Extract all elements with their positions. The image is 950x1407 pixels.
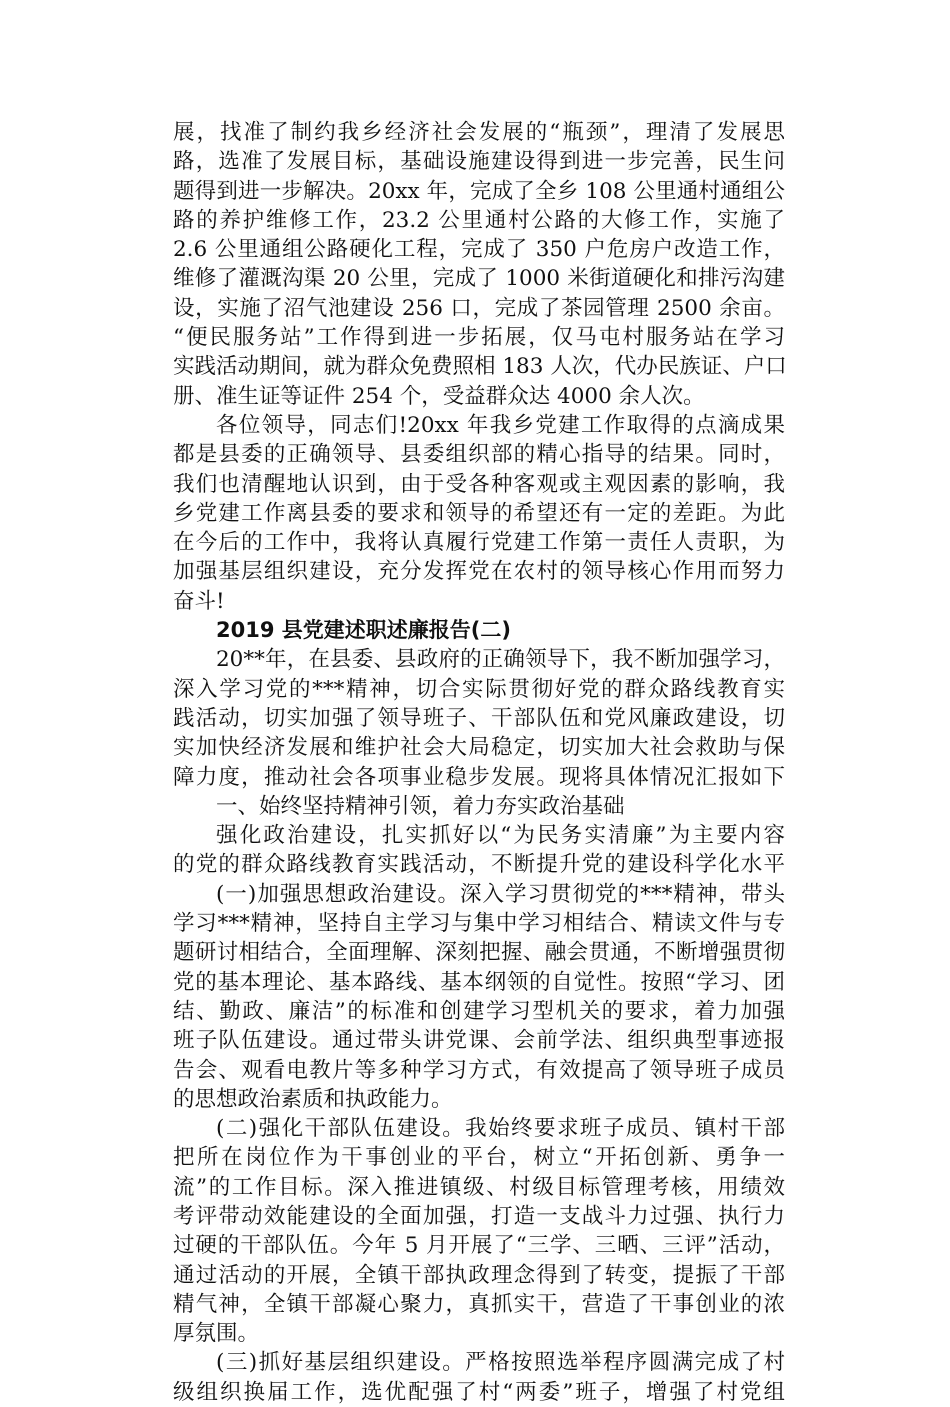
- text-line: 的党的群众路线教育实践活动，不断提升党的建设科学化水平: [173, 852, 785, 878]
- text-line: (二)强化干部队伍建设。我始终要求班子成员、镇村干部: [216, 1116, 785, 1142]
- text-line: 20**年，在县委、县政府的正确领导下，我不断加强学习，: [216, 647, 785, 673]
- text-line: 把所在岗位作为干事创业的平台，树立“开拓创新、勇争一: [173, 1145, 785, 1171]
- text-line: 告会、观看电教片等多种学习方式，有效提高了领导班子成员: [173, 1057, 785, 1083]
- text-line: 乡党建工作离县委的要求和领导的希望还有一定的差距。为此: [173, 500, 785, 526]
- text-line: 2.6 公里通组公路硬化工程，完成了 350 户危房户改造工作，: [173, 237, 785, 263]
- text-line: 强化政治建设，扎实抓好以“为民务实清廉”为主要内容: [216, 823, 785, 849]
- text-line: 我们也清醒地认识到，由于受各种客观或主观因素的影响，我: [173, 471, 785, 497]
- text-line: 结、勤政、廉洁”的标准和创建学习型机关的要求，着力加强: [173, 998, 785, 1024]
- text-line: 都是县委的正确领导、县委组织部的精心指导的结果。同时，: [173, 442, 785, 468]
- text-line: 级组织换届工作，选优配强了村“两委”班子，增强了村党组: [173, 1379, 785, 1405]
- text-line: 深入学习党的***精神，切合实际贯彻好党的群众路线教育实: [173, 676, 785, 702]
- section-heading: 2019 县党建述职述廉报告(二): [216, 618, 511, 643]
- text-line: 维修了灌溉沟渠 20 公里，完成了 1000 米街道硬化和排污沟建: [173, 266, 785, 292]
- text-line: (一)加强思想政治建设。深入学习贯彻党的***精神，带头: [216, 881, 785, 907]
- text-line: (三)抓好基层组织建设。严格按照选举程序圆满完成了村: [216, 1350, 785, 1376]
- text-line: 加强基层组织建设，充分发挥党在农村的领导核心作用而努力: [173, 559, 785, 585]
- text-line: 学习***精神，坚持自主学习与集中学习相结合、精读文件与专: [173, 911, 785, 937]
- text-line: 册、准生证等证件 254 个，受益群众达 4000 余人次。: [173, 383, 705, 409]
- text-line: 展，找准了制约我乡经济社会发展的“瓶颈”，理清了发展思: [173, 120, 785, 145]
- text-line: 厚氛围。: [173, 1321, 260, 1347]
- text-line: 一、始终坚持精神引领，着力夯实政治基础: [216, 793, 625, 819]
- text-line: 班子队伍建设。通过带头讲党课、会前学法、组织典型事迹报: [173, 1028, 785, 1054]
- text-line: 奋斗!: [173, 588, 225, 614]
- document-page: [173, 118, 785, 1407]
- text-line: 实践活动期间，就为群众免费照相 183 人次，代办民族证、户口: [173, 354, 787, 380]
- text-line: 流”的工作目标。深入推进镇级、村级目标管理考核，用绩效: [173, 1174, 785, 1200]
- text-line: 各位领导，同志们!20xx 年我乡党建工作取得的点滴成果: [216, 412, 785, 438]
- text-line: 精气神，全镇干部凝心聚力，真抓实干，营造了干事创业的浓: [173, 1291, 785, 1317]
- text-line: 路的养护维修工作，23.2 公里通村公路的大修工作，实施了: [173, 207, 785, 233]
- text-line: 障力度，推动社会各项事业稳步发展。现将具体情况汇报如下: [173, 764, 785, 790]
- text-line: 的思想政治素质和执政能力。: [173, 1086, 453, 1112]
- text-line: 党的基本理论、基本路线、基本纲领的自觉性。按照“学习、团: [173, 969, 785, 995]
- text-line: 题得到进一步解决。20xx 年，完成了全乡 108 公里通村通组公: [173, 178, 785, 204]
- text-line: 践活动，切实加强了领导班子、干部队伍和党风廉政建设，切: [173, 705, 785, 731]
- text-line: 路，选准了发展目标，基础设施建设得到进一步完善，民生问: [173, 149, 785, 175]
- text-line: “便民服务站”工作得到进一步拓展，仅马屯村服务站在学习: [173, 325, 785, 351]
- text-line: 设，实施了沼气池建设 256 口，完成了茶园管理 2500 余亩。: [173, 295, 785, 321]
- text-line: 考评带动效能建设的全面加强，打造一支战斗力过强、执行力: [173, 1203, 785, 1229]
- text-line: 通过活动的开展，全镇干部执政理念得到了转变，提振了干部: [173, 1262, 785, 1288]
- text-line: 题研讨相结合，全面理解、深刻把握、融会贯通，不断增强贯彻: [173, 940, 785, 966]
- text-line: 在今后的工作中，我将认真履行党建工作第一责任人责职，为: [173, 530, 785, 556]
- text-line: 实加快经济发展和维护社会大局稳定，切实加大社会救助与保: [173, 735, 785, 761]
- text-line: 过硬的干部队伍。今年 5 月开展了“三学、三晒、三评”活动，: [173, 1233, 785, 1259]
